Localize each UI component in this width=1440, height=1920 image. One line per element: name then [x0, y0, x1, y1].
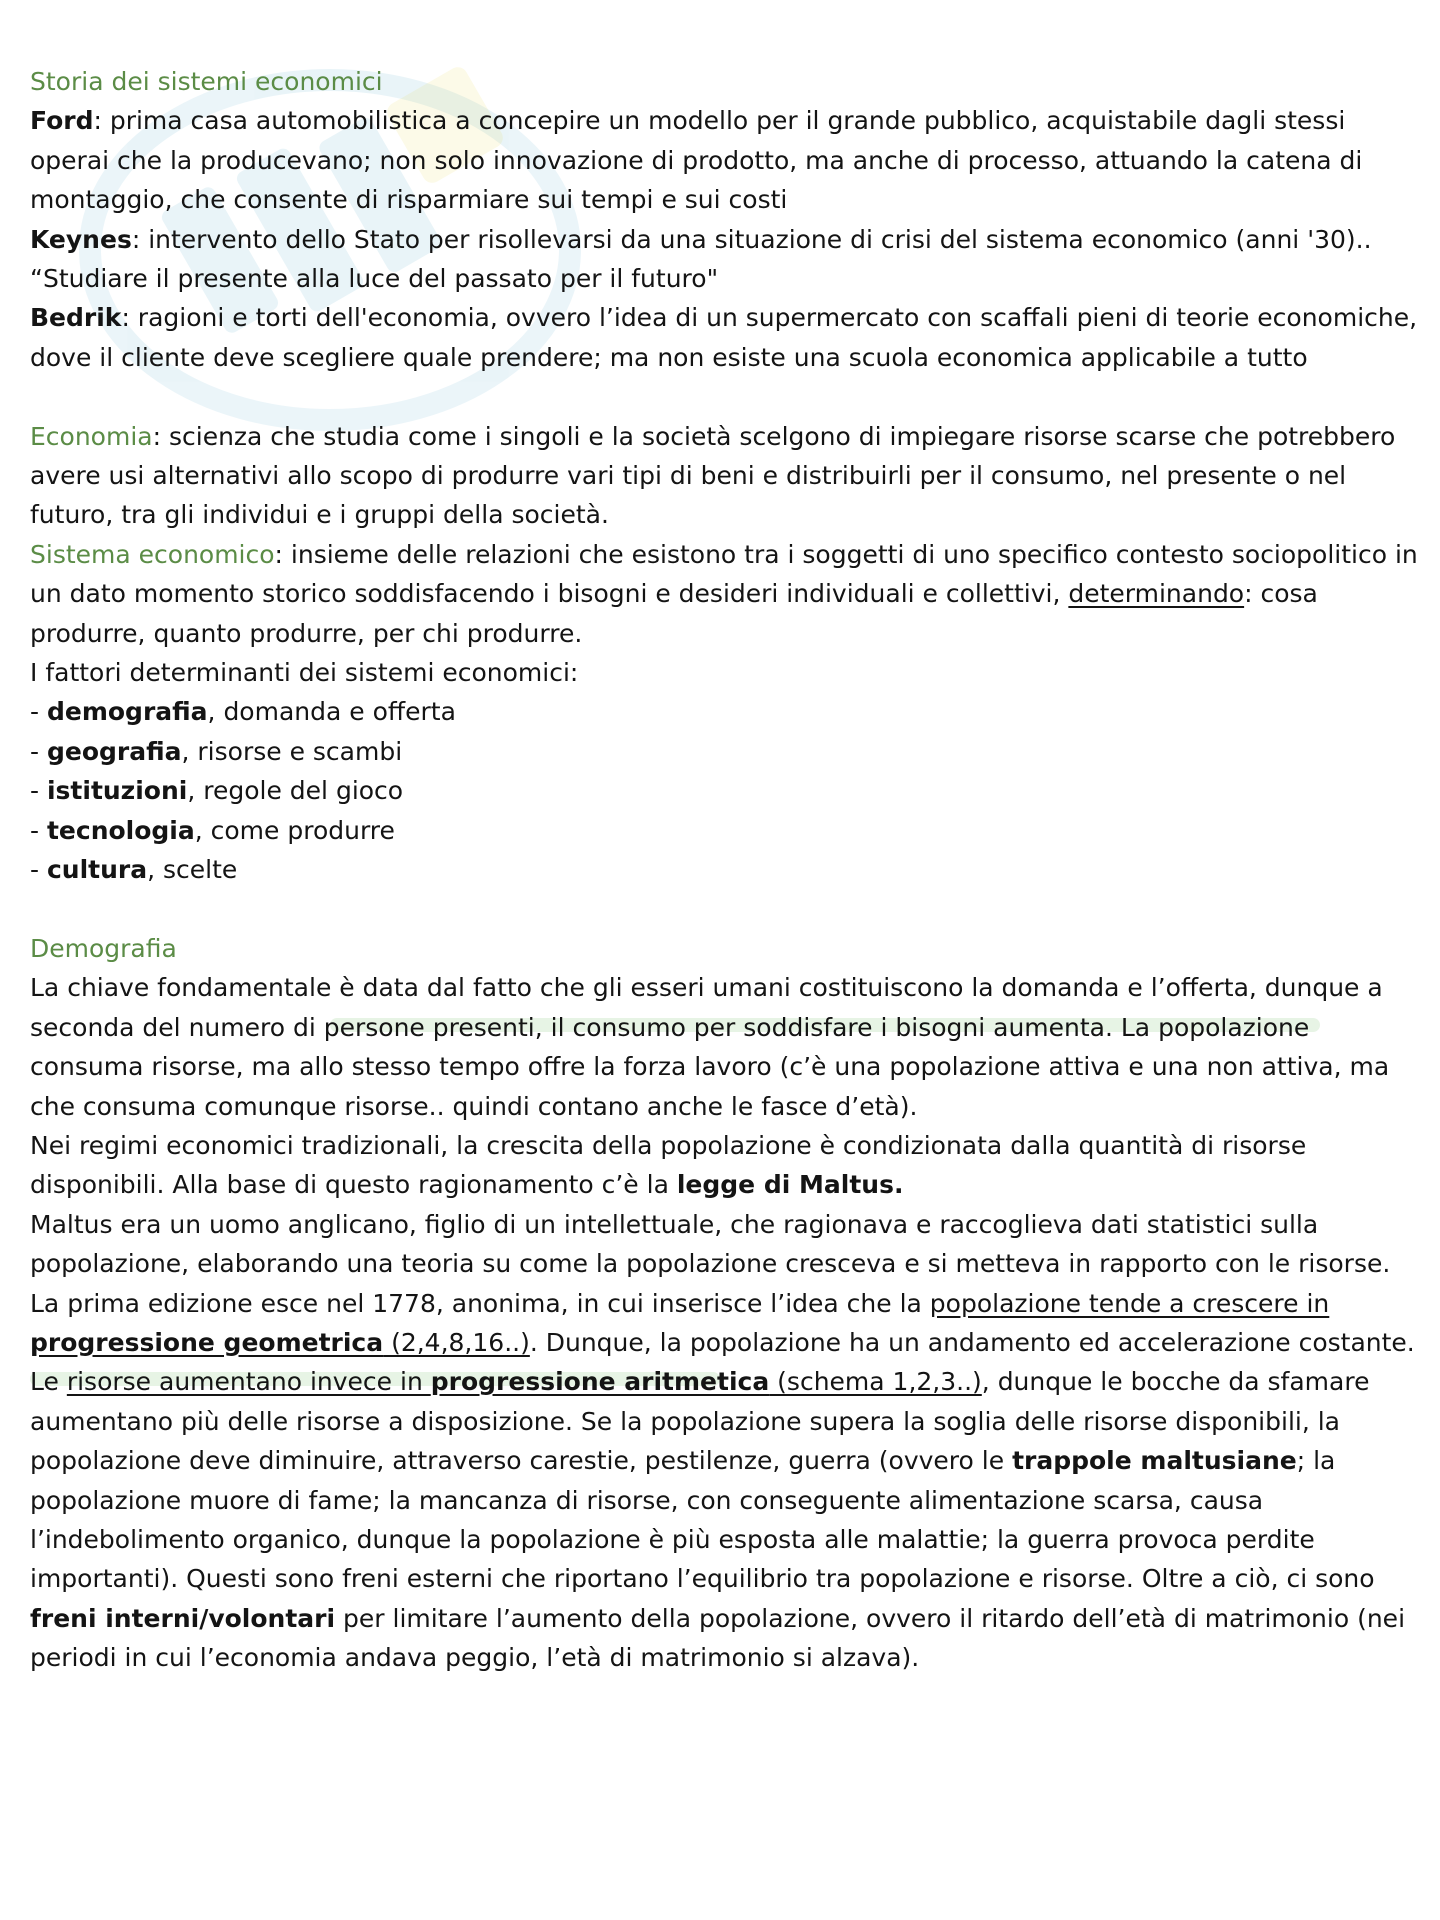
determinando-rest: : cosa produrre, quanto produrre, per chi produrre.: [30, 579, 1318, 648]
paragraph-economia: [30, 417, 1425, 535]
fattore-rest: , scelte: [147, 855, 238, 885]
term-progressione-aritmetica: progressione aritmetica: [430, 1367, 770, 1397]
fattore-term: tecnologia: [46, 815, 195, 845]
legge-di-maltus: legge di Maltus.: [676, 1170, 904, 1200]
p3-text-c: , dunque le bocche da sfamare aumentano più delle risorse a disposizione. Se la popolazione supera la soglia delle risorse disponibili, la popolazione deve diminuire, attraverso carestie, pestilenze, guerra (ovvero le: [30, 1367, 1370, 1476]
sistema-definition: : insieme delle relazioni che esistono tra i soggetti di uno specifico contesto sociopolitico in un dato momento storico soddisfacendo i bisogni e desideri individuali e collettivi,: [30, 539, 1418, 609]
fattore-rest: , come produrre: [194, 815, 395, 845]
term-bedrik: Bedrik: [30, 303, 122, 333]
p3-text-a: Maltus era un uomo anglicano, figlio di un intellettuale, che ragionava e raccoglieva dati statistici sulla popolazione, elaborando una teoria su come la popolazione cresceva e si metteva in rapporto con le risorse. La prima edizione esce nel 1778, anonima, in cui inserisce l’idea che la: [30, 1209, 1391, 1318]
term-trappole-maltusiane: trappole maltusiane: [1012, 1446, 1297, 1476]
term-keynes: Keynes: [30, 224, 132, 254]
term-sistema-economico: Sistema economico: [30, 539, 275, 569]
paragraph-bedrik: [30, 298, 1425, 377]
bedrik-definition: : ragioni e torti dell'economia, ovvero l’idea di un supermercato con scaffali pieni di teorie economiche, dove il cliente deve scegliere quale prendere; ma non esiste una scuola economica applicabile a tutto: [30, 303, 1418, 372]
term-determinando: determinando: [1068, 579, 1245, 609]
term-progressione-geometrica: progressione geometrica: [30, 1327, 384, 1357]
list-dash: -: [30, 815, 47, 845]
p3-text-d: ; la popolazione muore di fame; la mancanza di risorse, con conseguente alimentazione scarsa, causa l’indebolimento organico, dunque la popolazione è più esposta alle malattie; la guerra provoca perdite importanti). Questi sono freni esterni che riportano l’equilibrio tra popolazione e risorse. Oltre a ciò, ci sono: [30, 1446, 1375, 1594]
fattore-term: demografia: [46, 697, 208, 727]
fattore-term: istituzioni: [46, 776, 188, 806]
paragraph-demografia-2: [30, 1126, 1425, 1205]
paragraph-demografia-3: [30, 1205, 1425, 1678]
fattore-term: cultura: [46, 855, 148, 885]
fattore-rest: , regole del gioco: [187, 776, 404, 806]
fattore-rest: , risorse e scambi: [181, 736, 403, 766]
fattori-intro: I fattori determinanti dei sistemi economici:: [30, 658, 579, 688]
p3-u2c: (schema 1,2,3..): [769, 1367, 982, 1397]
fattore-rest: , domanda e offerta: [207, 697, 456, 727]
keynes-definition: : intervento dello Stato per risollevarsi da una situazione di crisi del sistema economico (anni '30).. “Studiare il presente alla luce del passato per il futuro": [30, 224, 1372, 294]
p3-u2: risorse aumentano invece in: [66, 1367, 431, 1397]
list-item: [30, 811, 1425, 850]
list-item: [30, 732, 1425, 771]
paragraph-keynes: [30, 220, 1425, 299]
list-item: [30, 771, 1425, 810]
list-dash: -: [30, 855, 47, 885]
p3-u1: popolazione tende a crescere in: [929, 1288, 1330, 1318]
list-item: [30, 850, 1425, 889]
term-freni-interni: freni interni/volontari: [30, 1603, 336, 1633]
section-title-storia: Storia dei sistemi economici: [30, 67, 383, 96]
term-economia: Economia: [30, 421, 153, 451]
list-item: [30, 692, 1425, 731]
ford-definition: : prima casa automobilistica a concepire un modello per il grande pubblico, acquistabile dagli stessi operai che la producevano; non solo innovazione di prodotto, ma anche di processo, attuando la catena di montaggio, che consente di risparmiare sui tempi e sui costi: [30, 106, 1363, 215]
paragraph-demografia-1: La chiave fondamentale è data dal fatto che gli esseri umani costituiscono la domanda e l’offerta, dunque a seconda del numero di persone presenti, il consumo per soddisfare i bisogni aumenta. La popolazione consuma risorse, ma allo stesso tempo offre la forza lavoro (c’è una popolazione attiva e una non attiva, ma che consuma comunque risorse.. quindi contano anche le fasce d’età).: [30, 973, 1390, 1121]
term-ford: Ford: [30, 106, 94, 136]
economia-definition: : scienza che studia come i singoli e la società scelgono di impiegare risorse scarse che potrebbero avere usi alternativi allo scopo di produrre vari tipi di beni e distribuirli per il consumo, nel presente o nel futuro, tra gli individui e i gruppi della società.: [30, 421, 1396, 530]
section-title-demografia: Demografia: [30, 933, 177, 963]
list-dash: -: [30, 697, 47, 727]
list-dash: -: [30, 776, 47, 806]
p3-text-e: per limitare l’aumento della popolazione, ovvero il ritardo dell’età di matrimonio (nei periodi in cui l’economia andava peggio, l’età di matrimonio si alzava).: [30, 1603, 1406, 1673]
paragraph-ford: [30, 101, 1425, 219]
fattore-term: geografia: [46, 736, 182, 766]
underline-risorse: [67, 1367, 982, 1396]
p3-text-b: . Dunque, la popolazione ha un andamento ed accelerazione costante. Le: [30, 1327, 1415, 1397]
p2-text: Nei regimi economici tradizionali, la crescita della popolazione è condizionata dalla quantità di risorse disponibili. Alla base di questo ragionamento c’è la: [30, 1130, 1307, 1200]
p3-u1c: (2,4,8,16..): [383, 1327, 530, 1357]
paragraph-sistema-economico: [30, 535, 1425, 653]
document-page: [30, 62, 1425, 1678]
list-dash: -: [30, 736, 47, 766]
